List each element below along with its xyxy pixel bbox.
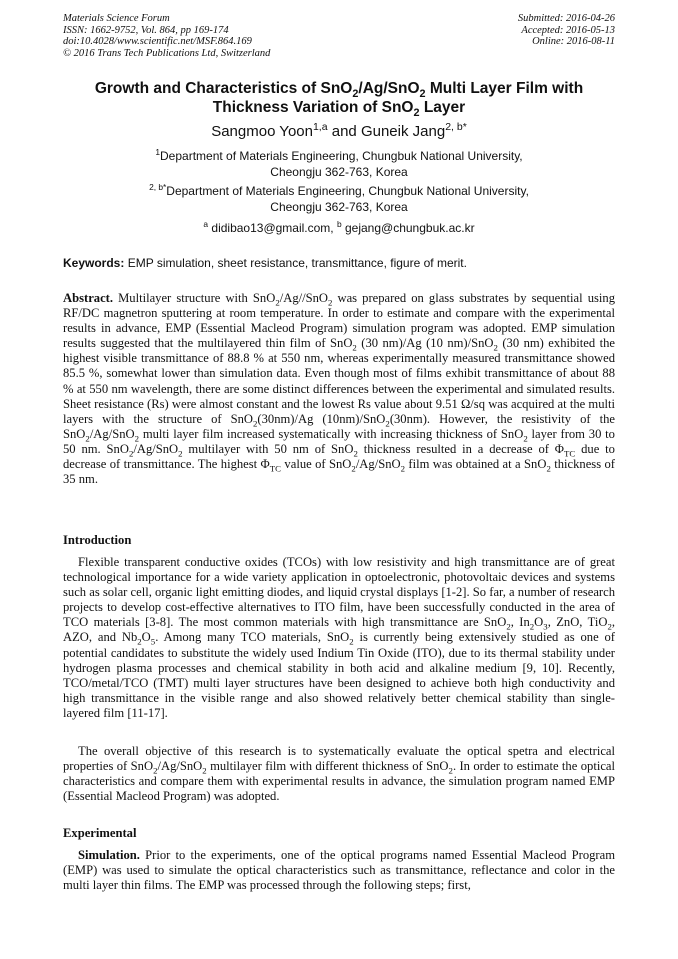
introduction-paragraph-2: The overall objective of this research is to systematically evaluate the optical spetra and electrical properties of SnO$_2$/Ag/SnO$_2$ multilayer film with different thickness of SnO$_2$. In order to estimate the optical characteristics and compare them with experimental results in advance, the simulation program named EMP (Essential Macleod Program) was adopted. (63, 744, 615, 804)
issn-line: ISSN: 1662-9752, Vol. 864, pp 169-174 (63, 24, 229, 36)
doi-line: doi:10.4028/www.scientific.net/MSF.864.169 (63, 36, 252, 47)
accepted-date: Accepted: 2016-05-13 (521, 24, 615, 36)
experimental-heading: Experimental (63, 826, 137, 840)
author-emails: $^a$ didibao13@gmail.com, $^b$ gejang@chungbuk.ac.kr (203, 219, 475, 235)
journal-name: Materials Science Forum (63, 13, 170, 24)
online-date: Online: 2016-08-11 (532, 36, 615, 47)
introduction-paragraph-1: Flexible transparent conductive oxides (TCOs) with low resistivity and high transmittance are of great technological importance for a wide variety application in optoelectronic, photovoltaic devices and systems such as solar cell, organic light emitting diodes, and liquid crystal displays [1-2]. So far, a number of research projects to develop cost-effective alternatives to ITO film, have been successfully conducted in the area of TCO materials [3-8]. The most common materials with high transmittance are SnO$_2$, $In_2O_3$, ZnO, TiO$_2$, AZO, and $Nb_2O_5$. Among many TCO materials, SnO$_2$ is currently being extensively studied as one of potential candidates to substitute the widely used Indium Tin Oxide (ITO), due to its thermal stability under hydrogen plasma processes and chemical stability in both acid and alkaline medium [9, 10]. Recently, TCO/metal/TCO (TMT) multi layer structures have been designed to achieve both high conductivity and high transmittance in the visible range and also showed relatively better chemical stability than single-layered film [11-17]. (63, 555, 616, 720)
affiliation-2: $^{2, b*}$Department of Materials Engineering, Chungbuk National University, Cheongju 362-763, Korea (149, 182, 529, 214)
abstract: Abstract. Multilayer structure with SnO$_2$/Ag//SnO$_2$ was prepared on glass substrates by sequential using RF/DC magnetron sputtering at room temperature. In order to estimate and compare with the experimental results in advance, EMP (Essential Macleod Program) simulation program was adopted. EMP simulation results suggested that the multilayered thin film of SnO$_2$ (30 nm)/Ag (10 nm)/SnO$_2$ (30 nm) exhibited the highest visible transmittance of 88.8 % at 550 nm, whereas experimentally measured transmittance showed 85.5 %, somewhat lower than simulation data. Even though most of films exhibit transmittance of about 88 % at 550 nm wavelength, there are some distinct differences between the experimental and simulated results. Sheet resistance (Rs) were almost constant and the lowest Rs value about 9.51 Ω/sq was acquired at the multi layers with the structure of SnO$_2$(30nm)/Ag (10nm)/SnO$_2$(30nm). However, the resistivity of the SnO$_2$/Ag/SnO$_2$ multi layer film increased systematically with increasing thickness of SnO$_2$ layer from 30 to 50 nm. SnO$_2$/Ag/SnO$_2$ multilayer with 50 nm of SnO$_2$ thickness resulted in a decrease of $\Phi_{TC}$ due to decrease of transmittance. The highest $\Phi_{TC}$ value of SnO$_2$/Ag/SnO$_2$ film was obtained at a SnO$_2$ thickness of 35 nm. (63, 291, 616, 487)
journal-header-right (518, 13, 615, 48)
simulation-paragraph: Simulation. Prior to the experiments, one of the optical programs named Essential Macleod Program (EMP) was used to simulate the optical characteristics such as transmittance, reflectance and color in the multi layer thin films. The EMP was processed through the following steps; first, (63, 848, 615, 893)
simulation-label: Simulation. (78, 848, 140, 862)
author-name: Guneik Jang (360, 123, 446, 140)
keywords: Keywords: EMP simulation, sheet resistance, transmittance, figure of merit. (63, 256, 467, 270)
affiliation-1: $^1$Department of Materials Engineering, Chungbuk National University, Cheongju 362-763, Korea (155, 147, 523, 179)
submitted-date: Submitted: 2016-04-26 (517, 13, 615, 24)
author-name: Sangmoo Yoon (211, 123, 313, 140)
paper-title: Growth and Characteristics of SnO$_2$/Ag/SnO$_2$ Multi Layer Film with Thickness Variation of SnO$_2$ Layer (94, 80, 584, 120)
journal-header-left (63, 13, 270, 59)
introduction-heading: Introduction (63, 533, 132, 547)
author-list: Sangmoo Yoon$^{1,a}$ and Guneik Jang$^{2, b*}$ (211, 121, 467, 140)
abstract-label: Abstract. (63, 291, 114, 305)
copyright-line: © 2016 Trans Tech Publications Ltd, Switzerland (63, 47, 271, 59)
keywords-label: Keywords: (63, 256, 125, 270)
